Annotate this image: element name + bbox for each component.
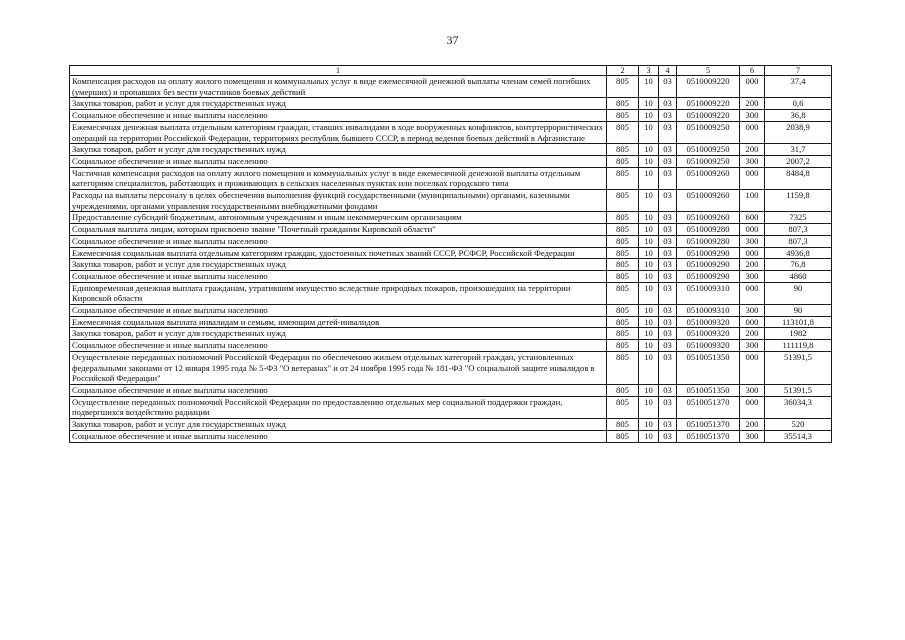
header-cell: 7 <box>765 66 832 76</box>
row-name-cell: Социальная выплата лицам, которым присвоено звание "Почетный гражданин Кировской области" <box>70 224 607 236</box>
expense-type-cell: 300 <box>740 155 765 167</box>
section-cell: 10 <box>639 144 659 156</box>
subsection-cell: 03 <box>659 270 677 282</box>
section-cell: 10 <box>639 224 659 236</box>
target-article-cell: 0510009290 <box>677 247 740 259</box>
ministry-code-cell: 805 <box>607 259 639 271</box>
target-article-cell: 0510009280 <box>677 235 740 247</box>
ministry-code-cell: 805 <box>607 305 639 317</box>
table-row <box>70 190 832 212</box>
table-row <box>70 224 832 236</box>
target-article-cell: 0510009310 <box>677 305 740 317</box>
expense-type-cell: 000 <box>740 224 765 236</box>
subsection-cell: 03 <box>659 351 677 384</box>
section-cell: 10 <box>639 76 659 98</box>
section-cell: 10 <box>639 121 659 143</box>
subsection-cell: 03 <box>659 190 677 212</box>
amount-cell: 8484,8 <box>765 167 832 189</box>
amount-cell: 7325 <box>765 212 832 224</box>
section-cell: 10 <box>639 155 659 167</box>
page-number: 37 <box>446 33 459 47</box>
table-row <box>70 305 832 317</box>
amount-cell: 0,6 <box>765 98 832 110</box>
row-name-cell: Ежемесячная социальная выплата инвалидам и семьям, имеющим детей-инвалидов <box>70 316 607 328</box>
amount-cell: 520 <box>765 419 832 431</box>
expense-type-cell: 200 <box>740 328 765 340</box>
header-row <box>70 66 832 76</box>
section-cell: 10 <box>639 351 659 384</box>
target-article-cell: 0510009280 <box>677 224 740 236</box>
ministry-code-cell: 805 <box>607 396 639 418</box>
row-name-cell: Закупка товаров, работ и услуг для государственных нужд <box>70 98 607 110</box>
subsection-cell: 03 <box>659 167 677 189</box>
target-article-cell: 0510009260 <box>677 190 740 212</box>
target-article-cell: 0510009260 <box>677 212 740 224</box>
section-cell: 10 <box>639 110 659 122</box>
target-article-cell: 0510051370 <box>677 419 740 431</box>
ministry-code-cell: 805 <box>607 190 639 212</box>
ministry-code-cell: 805 <box>607 121 639 143</box>
subsection-cell: 03 <box>659 212 677 224</box>
amount-cell: 76,8 <box>765 259 832 271</box>
section-cell: 10 <box>639 190 659 212</box>
amount-cell: 1982 <box>765 328 832 340</box>
target-article-cell: 0510009220 <box>677 98 740 110</box>
subsection-cell: 03 <box>659 384 677 396</box>
section-cell: 10 <box>639 316 659 328</box>
row-name-cell: Социальное обеспечение и иные выплаты населению <box>70 305 607 317</box>
target-article-cell: 0510009320 <box>677 316 740 328</box>
subsection-cell: 03 <box>659 247 677 259</box>
row-name-cell: Социальное обеспечение и иные выплаты населению <box>70 155 607 167</box>
section-cell: 10 <box>639 212 659 224</box>
ministry-code-cell: 805 <box>607 351 639 384</box>
ministry-code-cell: 805 <box>607 155 639 167</box>
target-article-cell: 0510009250 <box>677 155 740 167</box>
row-name-cell: Закупка товаров, работ и услуг для государственных нужд <box>70 419 607 431</box>
table-row <box>70 340 832 352</box>
table-body <box>70 76 832 443</box>
section-cell: 10 <box>639 167 659 189</box>
amount-cell: 36034,3 <box>765 396 832 418</box>
expense-type-cell: 000 <box>740 316 765 328</box>
row-name-cell: Социальное обеспечение и иные выплаты населению <box>70 270 607 282</box>
amount-cell: 90 <box>765 305 832 317</box>
ministry-code-cell: 805 <box>607 224 639 236</box>
expense-type-cell: 200 <box>740 98 765 110</box>
amount-cell: 1159,8 <box>765 190 832 212</box>
target-article-cell: 0510009260 <box>677 167 740 189</box>
table-row <box>70 98 832 110</box>
expense-type-cell: 300 <box>740 430 765 442</box>
target-article-cell: 0510009310 <box>677 282 740 304</box>
amount-cell: 807,3 <box>765 224 832 236</box>
subsection-cell: 03 <box>659 259 677 271</box>
row-name-cell: Частичная компенсация расходов на оплату жилого помещения и коммунальных услуг в виде ежемесячной денежной выплаты отдельным категориям специалистов, работающих и проживающих в сельских населенных пунктах или поселках городского типа <box>70 167 607 189</box>
row-name-cell: Социальное обеспечение и иные выплаты населению <box>70 430 607 442</box>
ministry-code-cell: 805 <box>607 340 639 352</box>
target-article-cell: 0510051350 <box>677 351 740 384</box>
table-row <box>70 419 832 431</box>
expense-type-cell: 200 <box>740 144 765 156</box>
table-row <box>70 384 832 396</box>
subsection-cell: 03 <box>659 340 677 352</box>
expense-type-cell: 200 <box>740 419 765 431</box>
table-row <box>70 235 832 247</box>
section-cell: 10 <box>639 305 659 317</box>
ministry-code-cell: 805 <box>607 76 639 98</box>
header-cell: 4 <box>659 66 677 76</box>
expense-type-cell: 000 <box>740 76 765 98</box>
target-article-cell: 0510051370 <box>677 430 740 442</box>
ministry-code-cell: 805 <box>607 235 639 247</box>
row-name-cell: Социальное обеспечение и иные выплаты населению <box>70 110 607 122</box>
table-row <box>70 212 832 224</box>
row-name-cell: Осуществление переданных полномочий Российской Федерации по обеспечению жильем отдельных категорий граждан, установленных федеральными законами от 12 января 1995 года № 5-ФЗ "О ветеранах" и от 24 ноября 1995 года № 181-ФЗ "О социальной защите инвалидов в Российской Федерации" <box>70 351 607 384</box>
amount-cell: 111119,8 <box>765 340 832 352</box>
table-row <box>70 144 832 156</box>
expense-type-cell: 000 <box>740 121 765 143</box>
expense-type-cell: 300 <box>740 305 765 317</box>
ministry-code-cell: 805 <box>607 144 639 156</box>
section-cell: 10 <box>639 419 659 431</box>
expense-type-cell: 000 <box>740 396 765 418</box>
row-name-cell: Закупка товаров, работ и услуг для государственных нужд <box>70 328 607 340</box>
amount-cell: 51391,5 <box>765 351 832 384</box>
ministry-code-cell: 805 <box>607 419 639 431</box>
subsection-cell: 03 <box>659 76 677 98</box>
target-article-cell: 0510009220 <box>677 110 740 122</box>
target-article-cell: 0510009320 <box>677 328 740 340</box>
amount-cell: 90 <box>765 282 832 304</box>
target-article-cell: 0510009290 <box>677 259 740 271</box>
subsection-cell: 03 <box>659 430 677 442</box>
table-row <box>70 247 832 259</box>
header-cell: 2 <box>607 66 639 76</box>
ministry-code-cell: 805 <box>607 316 639 328</box>
row-name-cell: Осуществление переданных полномочий Российской Федерации по предоставлению отдельных мер социальной поддержки граждан, подвергшихся воздействию радиации <box>70 396 607 418</box>
expense-type-cell: 300 <box>740 235 765 247</box>
subsection-cell: 03 <box>659 110 677 122</box>
table-row <box>70 110 832 122</box>
table-row <box>70 76 832 98</box>
expense-type-cell: 000 <box>740 351 765 384</box>
table-row <box>70 316 832 328</box>
subsection-cell: 03 <box>659 155 677 167</box>
section-cell: 10 <box>639 282 659 304</box>
target-article-cell: 0510051350 <box>677 384 740 396</box>
section-cell: 10 <box>639 259 659 271</box>
header-cell: 1 <box>70 66 607 76</box>
header-cell: 3 <box>639 66 659 76</box>
table-row <box>70 328 832 340</box>
section-cell: 10 <box>639 396 659 418</box>
subsection-cell: 03 <box>659 282 677 304</box>
table-row <box>70 396 832 418</box>
ministry-code-cell: 805 <box>607 212 639 224</box>
row-name-cell: Предоставление субсидий бюджетным, автономным учреждениям и иным некоммерческим организациям <box>70 212 607 224</box>
expense-type-cell: 100 <box>740 190 765 212</box>
subsection-cell: 03 <box>659 224 677 236</box>
amount-cell: 2038,9 <box>765 121 832 143</box>
expense-type-cell: 000 <box>740 167 765 189</box>
expense-type-cell: 200 <box>740 259 765 271</box>
budget-table <box>69 65 832 443</box>
target-article-cell: 0510009320 <box>677 340 740 352</box>
expense-type-cell: 300 <box>740 384 765 396</box>
ministry-code-cell: 805 <box>607 98 639 110</box>
amount-cell: 4936,8 <box>765 247 832 259</box>
ministry-code-cell: 805 <box>607 167 639 189</box>
table-row <box>70 270 832 282</box>
ministry-code-cell: 805 <box>607 270 639 282</box>
expense-type-cell: 600 <box>740 212 765 224</box>
table-row <box>70 430 832 442</box>
amount-cell: 37,4 <box>765 76 832 98</box>
amount-cell: 2007,2 <box>765 155 832 167</box>
table-row <box>70 259 832 271</box>
row-name-cell: Закупка товаров, работ и услуг для государственных нужд <box>70 144 607 156</box>
target-article-cell: 0510009220 <box>677 76 740 98</box>
table-row <box>70 121 832 143</box>
amount-cell: 113101,8 <box>765 316 832 328</box>
target-article-cell: 0510051370 <box>677 396 740 418</box>
subsection-cell: 03 <box>659 98 677 110</box>
section-cell: 10 <box>639 430 659 442</box>
row-name-cell: Единовременная денежная выплата гражданам, утратившим имущество вследствие природных пожаров, произошедших на территории Кировской области <box>70 282 607 304</box>
ministry-code-cell: 805 <box>607 384 639 396</box>
amount-cell: 51391,5 <box>765 384 832 396</box>
row-name-cell: Ежемесячная социальная выплата отдельным категориям граждан, удостоенных почетных званий СССР, РСФСР, Российской Федерации <box>70 247 607 259</box>
table-row <box>70 167 832 189</box>
expense-type-cell: 300 <box>740 110 765 122</box>
subsection-cell: 03 <box>659 121 677 143</box>
row-name-cell: Расходы на выплаты персоналу в целях обеспечения выполнения функций государственными (муниципальными) органами, казенными учреждениями, органами управления государственными внебюджетными фондами <box>70 190 607 212</box>
section-cell: 10 <box>639 247 659 259</box>
target-article-cell: 0510009250 <box>677 144 740 156</box>
row-name-cell: Социальное обеспечение и иные выплаты населению <box>70 235 607 247</box>
header-cell: 6 <box>740 66 765 76</box>
section-cell: 10 <box>639 340 659 352</box>
amount-cell: 36,8 <box>765 110 832 122</box>
target-article-cell: 0510009290 <box>677 270 740 282</box>
expense-type-cell: 300 <box>740 340 765 352</box>
subsection-cell: 03 <box>659 305 677 317</box>
amount-cell: 807,3 <box>765 235 832 247</box>
ministry-code-cell: 805 <box>607 328 639 340</box>
subsection-cell: 03 <box>659 235 677 247</box>
amount-cell: 31,7 <box>765 144 832 156</box>
table-row <box>70 282 832 304</box>
amount-cell: 4860 <box>765 270 832 282</box>
section-cell: 10 <box>639 384 659 396</box>
row-name-cell: Социальное обеспечение и иные выплаты населению <box>70 384 607 396</box>
ministry-code-cell: 805 <box>607 110 639 122</box>
section-cell: 10 <box>639 98 659 110</box>
header-cell: 5 <box>677 66 740 76</box>
target-article-cell: 0510009250 <box>677 121 740 143</box>
subsection-cell: 03 <box>659 328 677 340</box>
ministry-code-cell: 805 <box>607 247 639 259</box>
table-row <box>70 155 832 167</box>
row-name-cell: Закупка товаров, работ и услуг для государственных нужд <box>70 259 607 271</box>
ministry-code-cell: 805 <box>607 430 639 442</box>
subsection-cell: 03 <box>659 316 677 328</box>
section-cell: 10 <box>639 328 659 340</box>
expense-type-cell: 000 <box>740 282 765 304</box>
row-name-cell: Ежемесячная денежная выплата отдельным категориям граждан, ставших инвалидами в ходе вооруженных конфликтов, контртеррористических операций на территории Российской Федерации, территориях республик бывшего СССР, в период ведения боевых действий в Афганистане <box>70 121 607 143</box>
subsection-cell: 03 <box>659 144 677 156</box>
table-row <box>70 351 832 384</box>
section-cell: 10 <box>639 270 659 282</box>
ministry-code-cell: 805 <box>607 282 639 304</box>
subsection-cell: 03 <box>659 419 677 431</box>
expense-type-cell: 000 <box>740 247 765 259</box>
section-cell: 10 <box>639 235 659 247</box>
amount-cell: 35514,3 <box>765 430 832 442</box>
expense-type-cell: 300 <box>740 270 765 282</box>
row-name-cell: Компенсация расходов на оплату жилого помещения и коммунальных услуг в виде ежемесячной денежной выплаты членам семей погибших (умерших) и пропавших без вести участников боевых действий <box>70 76 607 98</box>
subsection-cell: 03 <box>659 396 677 418</box>
row-name-cell: Социальное обеспечение и иные выплаты населению <box>70 340 607 352</box>
